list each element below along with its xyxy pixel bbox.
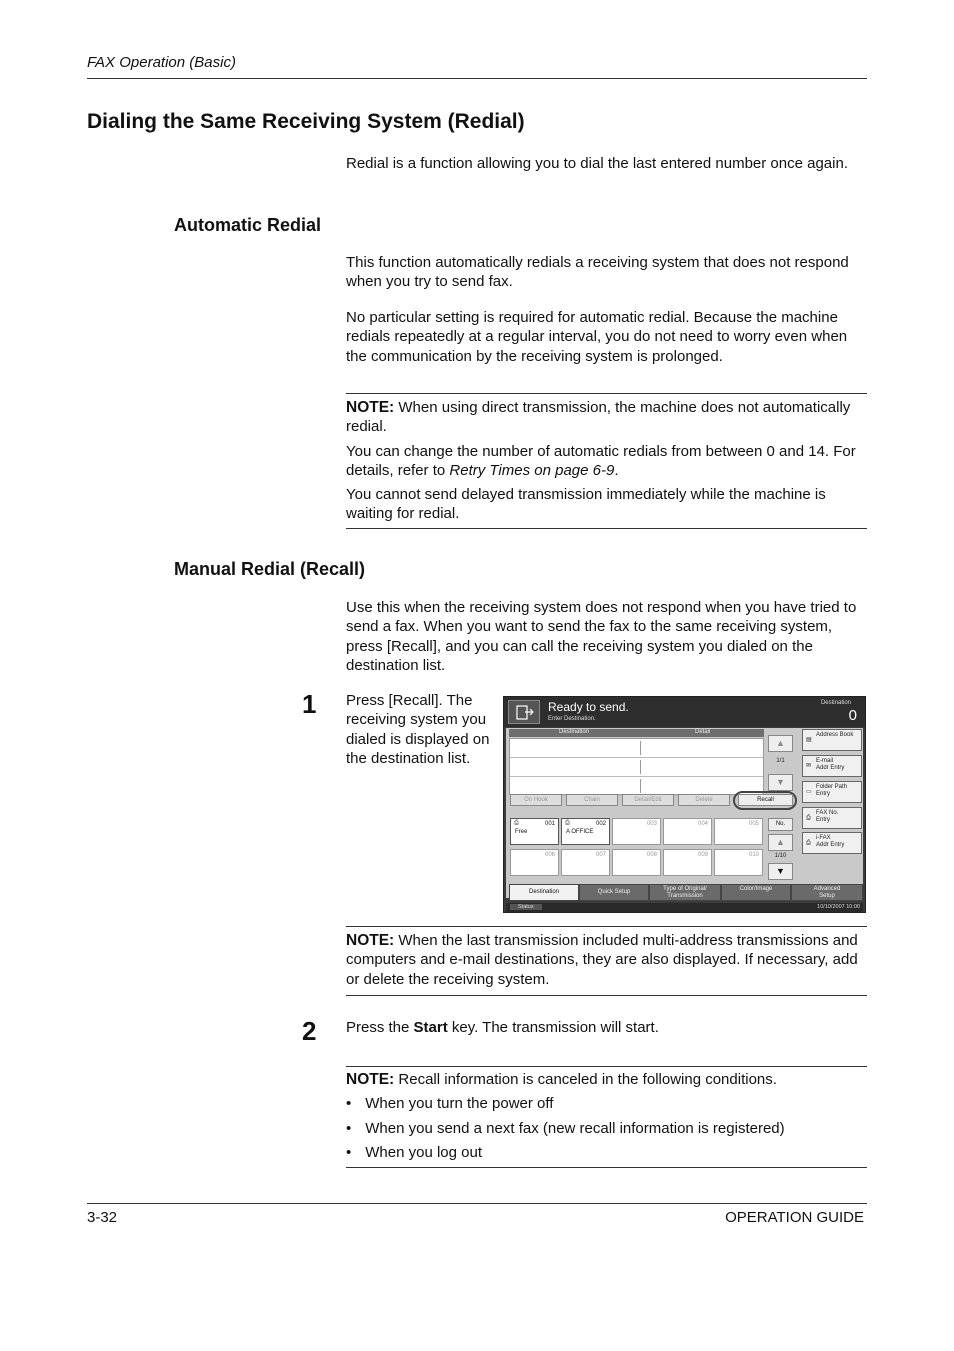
list-item[interactable] [510, 758, 763, 777]
button-label: E-mail [816, 758, 834, 764]
list-scroll-down-button[interactable]: ▼ [768, 774, 793, 791]
tab-label: Color/Image [739, 886, 773, 892]
guide-title: OPERATION GUIDE [725, 1209, 864, 1226]
fax-send-icon [508, 700, 540, 724]
email-icon: ✉ [806, 763, 812, 769]
manual-p1: Use this when the receiving system does not respond when you have tried to send a fax. When you want to send the fax to the same receiving system, press [Recall], and you can call the receiving system you dialed on the destination list. [346, 599, 857, 674]
key-number: 008 [646, 852, 657, 858]
tab-label: Quick Setup [597, 889, 631, 895]
book-icon: ▤ [806, 737, 812, 743]
tab-color-image[interactable] [721, 884, 791, 901]
key-number: 002 [595, 821, 606, 827]
destination-count-label: Destination [820, 700, 851, 706]
status-button[interactable]: Status [510, 904, 542, 910]
one-touch-key-007[interactable] [561, 849, 610, 876]
button-label: i-FAX [816, 835, 831, 841]
column-detail: Detail [695, 729, 711, 735]
step-text: Press the [346, 1019, 414, 1036]
manual-note-2 [346, 1070, 866, 1162]
ifax-icon: ⎙ [806, 840, 811, 846]
one-touch-key-004[interactable] [663, 818, 712, 845]
fax-icon: ⎙ [565, 820, 570, 826]
list-item [346, 1094, 866, 1113]
note-rule-bottom [346, 528, 867, 529]
list-item[interactable] [510, 739, 763, 758]
running-header: FAX Operation (Basic) [87, 54, 236, 71]
ifax-addr-entry-button[interactable] [802, 832, 862, 854]
fax-icon: ⎙ [806, 815, 811, 821]
tab-label: Destination [528, 889, 560, 895]
destination-list-header [509, 729, 764, 737]
key-number: 004 [697, 821, 708, 827]
list-item-text: When you log out [365, 1143, 483, 1161]
note-rule-bottom [346, 1167, 867, 1168]
note-line-2 [346, 442, 866, 481]
automatic-note [346, 398, 866, 524]
tab-label: Type of Original/ [663, 886, 707, 892]
address-book-button[interactable] [802, 729, 862, 751]
one-touch-key-006[interactable] [510, 849, 559, 876]
button-label: Entry [816, 791, 831, 797]
footer-rule [87, 1203, 867, 1204]
key-number: 006 [544, 852, 555, 858]
column-destination: Destination [559, 729, 590, 735]
panel-body [506, 728, 863, 898]
note-line-3: You cannot send delayed transmission immediately while the machine is waiting for redial. [346, 486, 826, 523]
note-label: NOTE: [346, 399, 395, 416]
key-number: 007 [595, 852, 606, 858]
delete-button[interactable]: Delete [678, 794, 730, 806]
tab-destination[interactable] [509, 884, 579, 901]
panel-status-strip [506, 903, 863, 912]
list-page-indicator: 1/1 [776, 758, 785, 764]
folder-icon: ▭ [806, 789, 812, 795]
key-number: 001 [544, 821, 555, 827]
note-line-1 [346, 398, 866, 437]
number-button[interactable]: No. [768, 818, 793, 831]
note-label: NOTE: [346, 1071, 395, 1088]
intro-paragraph: Redial is a function allowing you to dial the last entered number once again. [346, 155, 848, 172]
note-rule-top [346, 926, 867, 927]
keys-scroll-up-button[interactable]: ▲ [768, 834, 793, 851]
ready-message: Ready to send. [548, 700, 629, 714]
one-touch-key-009[interactable] [663, 849, 712, 876]
start-key-label: Start [413, 1019, 448, 1036]
one-touch-key-005[interactable] [714, 818, 763, 845]
tab-label: Transmission [667, 893, 703, 899]
fax-no-entry-button[interactable] [802, 807, 862, 829]
tab-label: Setup [819, 893, 835, 899]
note-text: When the last transmission included multi-address transmissions and computers and e-mail destinations, they are also displayed. If necessary, add or delete the receiving system. [346, 932, 858, 988]
bullet: • [346, 1095, 352, 1113]
list-item-text: When you send a next fax (new recall information is registered) [365, 1119, 785, 1137]
panel-datetime: 10/10/2007 10:00 [817, 904, 860, 910]
note-rule-bottom [346, 995, 867, 996]
panel-status-bar [504, 697, 865, 727]
note-rule-top [346, 393, 867, 394]
tab-type-of-original[interactable] [649, 884, 721, 901]
one-touch-key-008[interactable] [612, 849, 661, 876]
header-rule [87, 78, 867, 79]
bullet: • [346, 1143, 352, 1161]
note-text: When using direct transmission, the machine does not automatically redial. [346, 399, 851, 436]
folder-path-entry-button[interactable] [802, 781, 862, 803]
key-number: 003 [646, 821, 657, 827]
button-label: FAX No. [816, 810, 839, 816]
one-touch-key-001[interactable] [510, 818, 559, 845]
cross-reference-link[interactable]: Retry Times on page 6-9 [449, 461, 615, 479]
button-label: Folder Path [816, 784, 848, 790]
key-name: A OFFICE [566, 829, 594, 835]
automatic-p1: This function automatically redials a receiving system that does not respond when you try to send fax. [346, 254, 849, 291]
manual-note-1 [346, 931, 866, 989]
tab-label: Advanced [813, 886, 841, 892]
list-item-text: When you turn the power off [365, 1095, 554, 1113]
chain-button[interactable]: Chain [566, 794, 618, 806]
fax-icon: ⎙ [514, 820, 519, 826]
list-item [346, 1119, 866, 1138]
one-touch-key-003[interactable] [612, 818, 661, 845]
note-rule-top [346, 1066, 867, 1067]
recall-button[interactable]: Recall [738, 794, 793, 806]
key-number: 009 [697, 852, 708, 858]
step-1-text: Press [Recall]. The receiving system you dialed is displayed on the destination list. [346, 692, 490, 767]
one-touch-key-002[interactable] [561, 818, 610, 845]
page-title: Dialing the Same Receiving System (Redial) [87, 110, 525, 133]
one-touch-key-010[interactable] [714, 849, 763, 876]
keys-scroll-down-button[interactable]: ▼ [768, 863, 793, 880]
manual-redial-heading: Manual Redial (Recall) [174, 559, 366, 579]
step-2-text [346, 1018, 866, 1037]
list-item [346, 1143, 866, 1162]
button-label: Addr Entry [816, 842, 845, 848]
list-scroll-up-button[interactable]: ▲ [768, 735, 793, 752]
button-label: Entry [816, 817, 831, 823]
note-intro [346, 1070, 866, 1089]
note-label: NOTE: [346, 932, 395, 949]
detail-edit-button[interactable]: Detail/Edit [622, 794, 674, 806]
step-1-number: 1 [302, 689, 317, 719]
key-name: Free [515, 829, 528, 835]
bullet: • [346, 1119, 352, 1137]
fax-touch-panel [503, 696, 866, 913]
button-label: Addr Entry [816, 765, 845, 771]
automatic-p2: No particular setting is required for automatic redial. Because the machine redials repeatedly at a regular interval, you do not need to worry even when the communication by the receiving system is prolonged. [346, 309, 848, 365]
email-addr-entry-button[interactable] [802, 755, 862, 777]
function-tabs [506, 884, 863, 902]
note-text: . [614, 461, 619, 479]
tab-advanced-setup[interactable] [791, 884, 863, 901]
destination-list[interactable] [509, 738, 764, 795]
note-text: You can change the number of automatic redials from between 0 and 14. For details, refer to [346, 442, 856, 479]
enter-destination-message: Enter Destination. [548, 716, 596, 722]
automatic-redial-heading: Automatic Redial [174, 215, 322, 235]
key-number: 010 [748, 852, 759, 858]
page-number: 3-32 [87, 1209, 118, 1226]
on-hook-button[interactable]: On Hook [510, 794, 562, 806]
button-label: Address Book [816, 732, 854, 738]
step-2-number: 2 [302, 1016, 317, 1046]
keys-page-indicator: 1/10 [774, 853, 787, 859]
destination-count: 0 [848, 707, 857, 724]
note-text: Recall information is canceled in the following conditions. [398, 1071, 777, 1088]
key-number: 005 [748, 821, 759, 827]
tab-quick-setup[interactable] [579, 884, 649, 901]
step-text: key. The transmission will start. [447, 1019, 659, 1036]
